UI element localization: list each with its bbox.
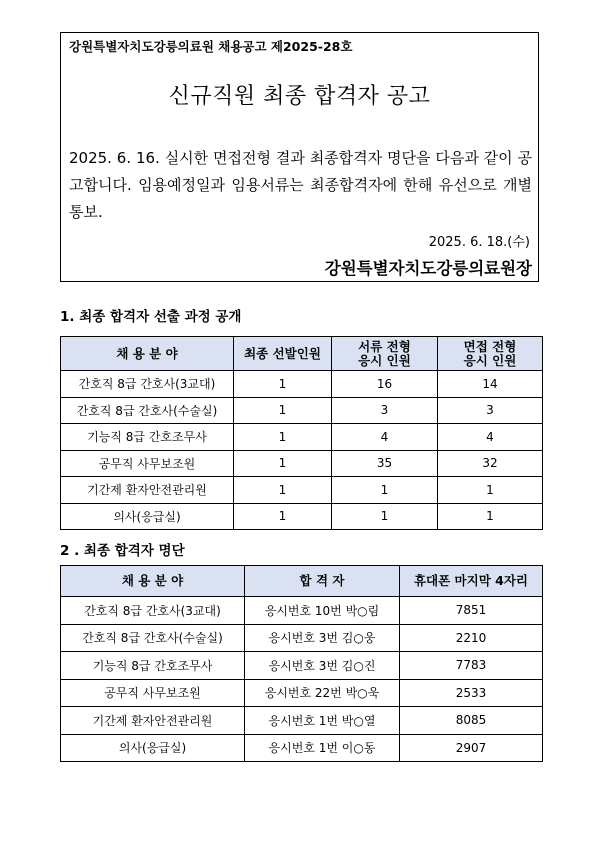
cell-interview-applicants: 3: [438, 397, 543, 424]
cell-interview-applicants: 14: [438, 371, 543, 398]
table-row: [61, 371, 543, 398]
cell-interview-applicants: 4: [438, 424, 543, 451]
cell-phone-last-4: 2533: [400, 679, 543, 707]
cell-successful-applicant: 응시번호 10번 박○림: [245, 597, 400, 625]
cell-document-applicants: 1: [332, 477, 438, 504]
cell-final-selection-count: 1: [234, 397, 332, 424]
cell-field: 기간제 환자안전관리원: [61, 477, 234, 504]
header-interview-applicants: 면접 전형 응시 인원: [438, 337, 543, 371]
cell-document-applicants: 4: [332, 424, 438, 451]
header-final-selection-count: 최종 선발인원: [234, 337, 332, 371]
notice-number: 강원특별자치도강릉의료원 채용공고 제2025-28호: [69, 39, 353, 54]
notice-signer: 강원특별자치도강릉의료원장: [324, 259, 532, 278]
section-title-selection-process: 1. 최종 합격자 선출 과정 공개: [60, 309, 242, 325]
cell-successful-applicant: 응시번호 1번 이○동: [245, 734, 400, 762]
table-row: [61, 707, 543, 735]
cell-field: 공무직 사무보조원: [61, 450, 234, 477]
cell-field: 간호직 8급 간호사(3교대): [61, 371, 234, 398]
cell-final-selection-count: 1: [234, 424, 332, 451]
cell-document-applicants: 1: [332, 503, 438, 530]
cell-phone-last-4: 8085: [400, 707, 543, 735]
header-phone-last-4: 휴대폰 마지막 4자리: [400, 566, 543, 597]
cell-phone-last-4: 2210: [400, 624, 543, 652]
table-row: [61, 450, 543, 477]
cell-document-applicants: 16: [332, 371, 438, 398]
cell-interview-applicants: 1: [438, 477, 543, 504]
cell-document-applicants: 35: [332, 450, 438, 477]
cell-interview-applicants: 1: [438, 503, 543, 530]
table-row: [61, 679, 543, 707]
header-successful-applicant: 합 격 자: [245, 566, 400, 597]
table-header-row: [61, 337, 543, 371]
cell-field: 간호직 8급 간호사(수술실): [61, 397, 234, 424]
table-row: [61, 597, 543, 625]
cell-final-selection-count: 1: [234, 477, 332, 504]
cell-phone-last-4: 7783: [400, 652, 543, 680]
cell-successful-applicant: 응시번호 3번 김○웅: [245, 624, 400, 652]
cell-final-selection-count: 1: [234, 371, 332, 398]
notice-box: [60, 32, 539, 282]
cell-final-selection-count: 1: [234, 503, 332, 530]
table-row: [61, 624, 543, 652]
header-field: 채 용 분 야: [61, 566, 245, 597]
notice-title: 신규직원 최종 합격자 공고: [168, 84, 431, 109]
table-row: [61, 503, 543, 530]
cell-phone-last-4: 7851: [400, 597, 543, 625]
cell-field: 의사(응급실): [61, 734, 245, 762]
header-document-applicants: 서류 전형 응시 인원: [332, 337, 438, 371]
cell-field: 공무직 사무보조원: [61, 679, 245, 707]
cell-field: 간호직 8급 간호사(수술실): [61, 624, 245, 652]
cell-field: 간호직 8급 간호사(3교대): [61, 597, 245, 625]
cell-successful-applicant: 응시번호 1번 박○열: [245, 707, 400, 735]
notice-date: 2025. 6. 18.(수): [428, 235, 530, 250]
table-row: [61, 652, 543, 680]
final-list-table: [60, 565, 543, 762]
cell-successful-applicant: 응시번호 22번 박○욱: [245, 679, 400, 707]
table-row: [61, 734, 543, 762]
table-row: [61, 477, 543, 504]
notice-body: 2025. 6. 16. 실시한 면접전형 결과 최종합격자 명단을 다음과 같이 공고합니다. 임용예정일과 임용서류는 최종합격자에 한해 유선으로 개별통보.: [69, 149, 532, 221]
cell-field: 기간제 환자안전관리원: [61, 707, 245, 735]
cell-document-applicants: 3: [332, 397, 438, 424]
cell-field: 기능직 8급 간호조무사: [61, 652, 245, 680]
selection-process-table: [60, 336, 543, 530]
cell-final-selection-count: 1: [234, 450, 332, 477]
table-row: [61, 424, 543, 451]
cell-field: 기능직 8급 간호조무사: [61, 424, 234, 451]
cell-field: 의사(응급실): [61, 503, 234, 530]
cell-phone-last-4: 2907: [400, 734, 543, 762]
table-header-row: [61, 566, 543, 597]
cell-successful-applicant: 응시번호 3번 김○진: [245, 652, 400, 680]
table-row: [61, 397, 543, 424]
section-title-final-list: 2 . 최종 합격자 명단: [60, 543, 185, 559]
cell-interview-applicants: 32: [438, 450, 543, 477]
header-field: 채 용 분 야: [61, 337, 234, 371]
